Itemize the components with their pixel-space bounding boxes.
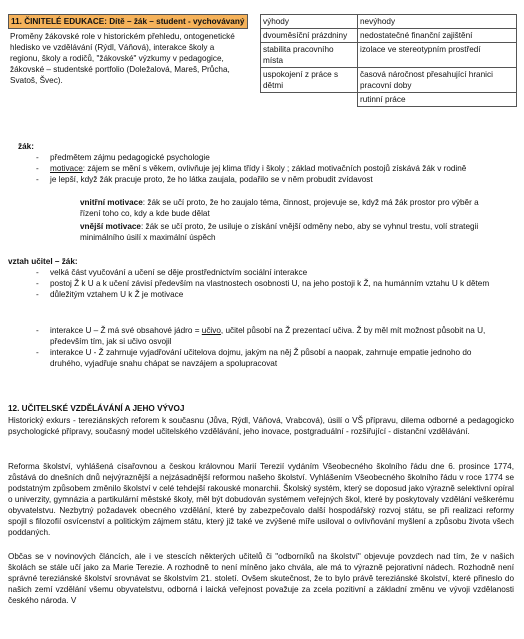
section-12-paragraph-2: Občas se v novinových článcích, ale i ve stescích některých učitelů či "odborníků na školství" objevuje povzdech nad tím, že v našich školách se stále učí jako za Marie Terezie. A rozhodně to není míněno jako chvála, ale má to výrazně pejorativní nádech. Rozhodně není správné tereziánské školství srovnávat se školstvím 21. století. Ovšem skutečnost, že to bylo právě tereziánské školství, které přineslo do našich zemí vzdělání všemu obyvatelstvu, odborná i laická veřejnost považuje za zcela pozitivní a základní změnu ve vývoji vzdělanosti českého národa. V (8, 552, 514, 605)
table-header-row (261, 15, 517, 29)
intrinsic-motivation-text: : žák se učí proto, že ho zaujalo téma, činnost, projevuje se, když má žák prostor pro výběr a řízení toho co, kdy a kde bude dělat (80, 198, 479, 218)
header-pros: výhody (261, 15, 358, 29)
list-item-text: předmětem zájmu pedagogické psychologie (50, 153, 210, 162)
list-item-text: interakce U - Ž zahrnuje vyjadřování učitelova dojmu, jakým na něj Ž působí a naopak, zahrnuje empatie jednoho do druhého, vyjadřuje snahu chápat se navzájem a spolupracovat (50, 348, 472, 368)
list-item-text: interakce U – Ž má své obsahové jádro = (50, 326, 202, 335)
list-item: - postoj Ž k U a k učení závisí především na vlastnostech osobnosti U, na jeho postoji k Ž, na humánním vztahu U k dětem (36, 278, 496, 289)
list-item (36, 152, 506, 163)
zak-heading: žák: (18, 142, 34, 151)
vztah-heading: vztah učitel – žák: (8, 257, 78, 266)
list-item (36, 347, 496, 369)
list-item-text: , učitel působí na Ž prezentací učiva. Ž by měl mít možnost působit na U, především tím, jak si učivo osvojil (50, 326, 486, 346)
list-item (36, 174, 506, 185)
extrinsic-motivation (80, 221, 500, 243)
list-item (36, 325, 496, 347)
list-item (36, 163, 506, 174)
extrinsic-motivation-text: : žák se učí proto, že usiluje o získání vnější odměny nebo, aby se vyhnul trestu, volí strategii minimálního úsilí x maximální úspěch (80, 222, 479, 242)
intro-block (8, 14, 248, 86)
table-cell: dvouměsíční prázdniny (261, 29, 358, 43)
table-cell: uspokojení z práce s dětmi (261, 68, 358, 93)
extrinsic-motivation-label: vnější motivace (80, 222, 141, 231)
pros-cons-table (260, 14, 517, 107)
vztah-list-2 (36, 325, 496, 369)
section-11-title: 11. ČINITELÉ EDUKACE: Dítě – žák – student - vychovávaný (8, 14, 248, 29)
header-cons: nevýhody (358, 15, 517, 29)
section-12-paragraph-1: Reforma školství, vyhlášená císařovnou a českou královnou Marií Terezií vydáním Všeobecného školního řádu dne 6. prosince 1774, zůstává do dnešních dnů nejvýraznější a nejzásadnější reformou našeho školství. Vyhlášením Všeobecného školního řádu v roce 1774 se podstatným způsobem změnilo školství v celé tehdejší rakouské monarchii. Školský systém, který se doposud jako výrazně selektivní opíral o univerzity, gymnázia a partikulární městské školy, měl být dobudován systémem veřejných škol, které by poskytovaly vzdělání veškerému obyvatelstvu. Nezbytný požadavek obecného vzdělání, které by zabezpečovalo další hospodářský rozvoj státu, se při realizaci reformy spojil s filozofií osvícenství a politickým zájmem státu, který již také ve zvýšené míře usiloval o ovlivňování myšlení a způsobu života všech poddaných. (8, 462, 514, 537)
motivation-term: motivace (50, 164, 83, 173)
table-cell (261, 93, 358, 107)
list-item: - důležitým vztahem U k Ž je motivace (36, 289, 496, 300)
list-item: - velká část vyučování a učení se děje prostřednictvím sociální interakce (36, 267, 496, 278)
list-item-text: je lepší, když žák pracuje proto, že ho látka zaujala, podařilo se v něm probudit zvídavost (50, 175, 373, 184)
zak-list (36, 152, 506, 185)
section-12-intro: Historický exkurs - tereziánských reforem k současnu (Jůva, Rýdl, Váňová, Vrabcová), úsilí o VŠ přípravu, dilema odborné a pedagogicko psychologické přípravy, současný model učitelského vzdělávání, jeho inovace, postgraduální - rozšiřující - distanční vzdělávání. (8, 416, 514, 436)
table-cell: izolace ve stereotypním prostředí (358, 43, 517, 68)
table-row (261, 68, 517, 93)
intrinsic-motivation (80, 197, 500, 219)
table-cell: rutinní práce (358, 93, 517, 107)
section-11-summary: Proměny žákovské role v historickém přehledu, ontogenetické hledisko ve vzdělávání (Rýdl, Váňová), interakce školy a regionu, školy a rodičů, "žákovské" výzkumy v pedagogice, žákovské – studentské portfolio (Doležalová, Mareš, Průcha, Svatoš, Švec). (10, 32, 235, 85)
table-row (261, 43, 517, 68)
table-cell: časová náročnost přesahující hranici pracovní doby (358, 68, 517, 93)
table-cell: stabilita pracovního místa (261, 43, 358, 68)
intrinsic-motivation-label: vnitřní motivace (80, 198, 143, 207)
table-row (261, 29, 517, 43)
curriculum-term: učivo (201, 326, 221, 335)
list-item-text: : zájem se mění s věkem, ovlivňuje jej klima třídy i školy ; základ motivačních postojů získává žák v rodině (82, 164, 467, 173)
vztah-list (36, 267, 496, 300)
table-row (261, 93, 517, 107)
section-12-title: 12. UČITELSKÉ VZDĚLÁVÁNÍ A JEHO VÝVOJ (8, 404, 185, 413)
table-cell: nedostatečné finanční zajištění (358, 29, 517, 43)
